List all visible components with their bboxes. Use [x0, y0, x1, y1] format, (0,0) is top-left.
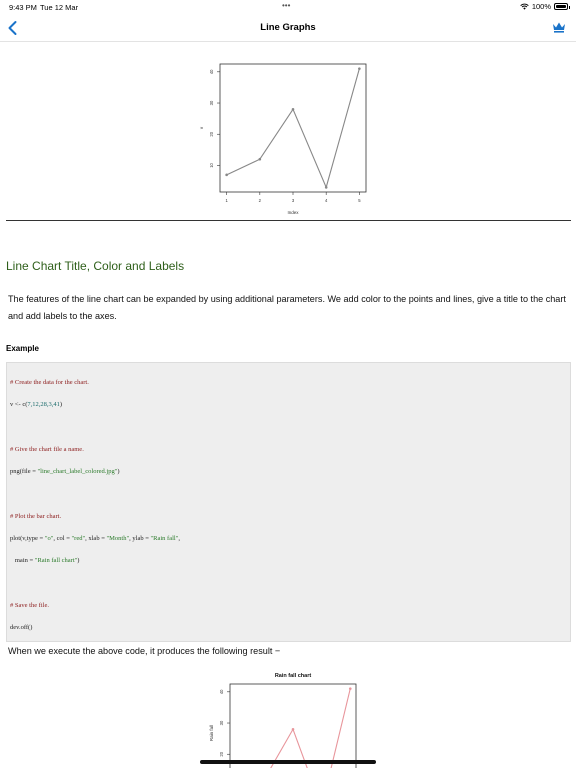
code-token: , ylab = — [129, 535, 151, 542]
code-token: "Month" — [106, 535, 130, 542]
multitasking-dots[interactable]: ••• — [282, 1, 291, 10]
line-chart-rainfall — [200, 668, 380, 768]
data-point — [292, 108, 295, 111]
nav-bar — [0, 14, 576, 42]
code-token: , — [178, 535, 180, 542]
description-paragraph: The features of the line chart can be expanded by using additional parameters. We add color to the points and lines, give a title to the chart and add labels to the axes. — [8, 294, 566, 321]
crown-icon[interactable] — [552, 21, 566, 33]
chart-title: Rain fall chart — [274, 673, 312, 679]
code-line: dev.off() — [10, 624, 33, 631]
wifi-icon — [520, 3, 529, 10]
data-point — [259, 158, 262, 161]
code-token: "Rain fall" — [150, 535, 179, 542]
y-tick-label: 30 — [219, 720, 224, 726]
y-axis-label: v — [199, 126, 204, 130]
y-tick-label: 40 — [209, 69, 214, 75]
code-comment: # Create the data for the chart. — [10, 379, 89, 386]
code-token: , xlab = — [85, 535, 107, 542]
status-date: Tue 12 Mar — [40, 3, 79, 12]
code-line — [10, 535, 180, 542]
plot-frame — [220, 64, 366, 192]
code-token: "o" — [44, 535, 54, 542]
code-token: "Rain fall chart" — [34, 557, 78, 564]
data-point — [349, 687, 352, 690]
y-tick-label: 30 — [209, 100, 214, 106]
code-comment: # Plot the bar chart. — [10, 513, 62, 520]
example-label: Example — [6, 344, 39, 353]
code-token: ) — [59, 401, 63, 408]
code-line — [10, 468, 120, 475]
divider — [6, 220, 571, 221]
code-block — [6, 362, 571, 642]
code-comment: # Give the chart file a name. — [10, 446, 84, 453]
y-axis-label: Rain fall — [209, 724, 214, 742]
status-bar — [0, 0, 576, 14]
x-tick-label: 5 — [358, 198, 361, 203]
status-time: 9:43 PM — [9, 3, 37, 12]
code-token: main = — [10, 557, 35, 564]
status-right — [520, 2, 568, 11]
plot-frame — [230, 684, 356, 768]
x-tick-label: 1 — [225, 198, 228, 203]
y-tick-label: 10 — [209, 163, 214, 168]
code-token: 7,12,28,3,41 — [27, 401, 60, 408]
chart-svg — [200, 668, 380, 768]
code-comment: # Save the file. — [10, 602, 49, 609]
x-tick-label: 2 — [258, 198, 261, 203]
code-token: v <- c( — [10, 401, 28, 408]
y-tick-label: 20 — [209, 131, 214, 137]
y-tick-label: 20 — [219, 751, 224, 757]
battery-percent: 100% — [531, 2, 551, 11]
x-tick-label: 3 — [291, 198, 295, 203]
code-token: "line_chart_label_colored.jpg" — [37, 468, 118, 475]
code-token: plot(v,type = — [10, 535, 45, 542]
code-line — [10, 401, 62, 408]
code-token: png(file = — [10, 468, 38, 475]
page-title: Line Graphs — [260, 22, 316, 33]
code-token: "red" — [71, 535, 86, 542]
code-token: ) — [77, 557, 80, 564]
line-chart-basic — [195, 58, 380, 220]
home-indicator[interactable] — [200, 760, 376, 764]
y-tick-label: 40 — [219, 689, 224, 695]
battery-level — [556, 5, 566, 8]
x-tick-label: 4 — [325, 198, 328, 203]
code-line — [10, 557, 79, 564]
data-point — [292, 728, 295, 731]
result-text: When we execute the above code, it produces the following result − — [8, 646, 281, 656]
code-token: ) — [117, 468, 120, 475]
battery-icon — [554, 3, 568, 10]
data-point — [325, 186, 328, 189]
section-heading: Line Chart Title, Color and Labels — [6, 259, 185, 273]
code-token: , col = — [53, 535, 72, 542]
chart-svg — [195, 58, 380, 220]
data-point — [358, 67, 361, 70]
series-line — [227, 69, 360, 188]
x-axis-label: Index — [287, 210, 299, 215]
data-point — [225, 174, 228, 177]
